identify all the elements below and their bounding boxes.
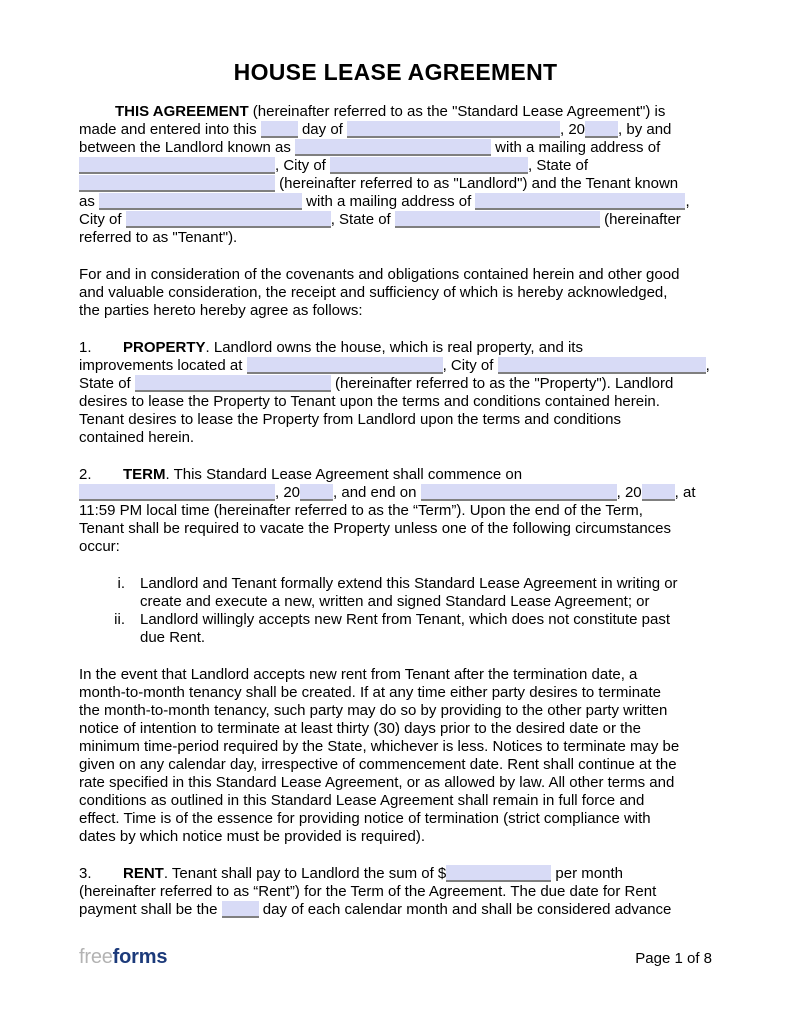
text-line	[79, 810, 712, 828]
text-run: In the event that Landlord accepts new rent from Tenant after the termination date, a	[79, 666, 638, 683]
text-line	[79, 611, 712, 629]
text-run: , at	[674, 484, 696, 501]
text-run: month-to-month tenancy shall be created. If at any time either party desires to terminate	[79, 684, 661, 701]
form-blank-field[interactable]	[330, 157, 528, 174]
text-run: , City of	[275, 157, 331, 174]
text-run: 11:59 PM local time (hereinafter referred to as the “Term”). Upon the end of the Term,	[79, 502, 643, 519]
form-blank-field[interactable]	[295, 139, 491, 156]
document-title: HOUSE LEASE AGREEMENT	[233, 59, 558, 85]
text-run: . Tenant shall pay to Landlord the sum of $	[163, 865, 447, 882]
logo-forms-text: forms	[112, 946, 168, 968]
text-line	[79, 738, 712, 756]
form-blank-field[interactable]	[222, 901, 259, 918]
text-line	[79, 575, 712, 593]
text-run: made and entered into this	[79, 121, 261, 138]
text-run: , State of	[528, 157, 589, 174]
text-line	[79, 774, 712, 792]
text-run: , 20	[560, 121, 586, 138]
text-line	[79, 828, 712, 846]
term-circumstances-list	[79, 575, 712, 647]
text-line	[79, 175, 712, 193]
text-run: . Landlord owns the house, which is real property, and its	[205, 339, 583, 356]
form-blank-field[interactable]	[300, 484, 333, 501]
text-run: occur:	[79, 538, 120, 555]
text-line	[79, 211, 712, 229]
text-run: effect. Time is of the essence for providing notice of termination (strict compliance with	[79, 810, 651, 827]
text-line	[79, 484, 712, 502]
text-run: , State of	[330, 211, 395, 228]
text-line	[79, 901, 712, 919]
text-line	[79, 756, 712, 774]
section-1-property	[79, 339, 712, 447]
text-line	[79, 429, 712, 447]
logo-free-text: free	[79, 946, 113, 968]
text-run: conditions as outlined in this Standard Lease Agreement shall remain in full force and	[79, 792, 645, 809]
bold-text-run: TERM	[123, 466, 166, 483]
text-run: , 20	[616, 484, 642, 501]
text-run: day of	[297, 121, 347, 138]
text-run: between the Landlord known as	[79, 139, 295, 156]
text-run: (hereinafter referred to as the "Property"). Landlord	[330, 375, 674, 392]
text-line	[79, 666, 712, 684]
bold-text-run: THIS AGREEMENT	[115, 103, 249, 120]
text-run: referred to as "Tenant").	[79, 229, 238, 246]
text-run: contained herein.	[79, 429, 195, 446]
text-run: Landlord and Tenant formally extend this Standard Lease Agreement in writing or	[140, 575, 678, 592]
intro-paragraph	[79, 103, 712, 247]
section-number: 2.	[79, 466, 92, 483]
text-run: given on any calendar day, irrespective of commencement date. Rent shall continue at the	[79, 756, 677, 773]
text-run: rate specified in this Standard Lease Agreement, or as allowed by law. All other terms and	[79, 774, 675, 791]
form-blank-field[interactable]	[421, 484, 617, 501]
text-line	[79, 284, 712, 302]
form-blank-field[interactable]	[79, 484, 275, 501]
text-run: the month-to-month tenancy, such party may do so by providing to the other party written	[79, 702, 668, 719]
text-run: ,	[705, 357, 710, 374]
form-blank-field[interactable]	[247, 357, 443, 374]
form-blank-field[interactable]	[135, 375, 331, 392]
text-line	[79, 466, 712, 484]
text-line	[79, 121, 712, 139]
text-run: , 20	[275, 484, 301, 501]
form-blank-field[interactable]	[79, 157, 275, 174]
list-marker: ii.	[114, 611, 125, 628]
text-run: (hereinafter	[599, 211, 681, 228]
form-blank-field[interactable]	[498, 357, 706, 374]
form-blank-field[interactable]	[446, 865, 551, 882]
text-run: (hereinafter referred to as the "Standard Lease Agreement") is	[248, 103, 666, 120]
text-line	[79, 139, 712, 157]
consideration-paragraph	[79, 266, 712, 320]
text-line	[79, 103, 712, 121]
text-run: with a mailing address of	[302, 193, 476, 210]
freeforms-logo[interactable]	[79, 946, 167, 969]
text-line	[79, 883, 712, 901]
text-run: , and end on	[333, 484, 421, 501]
text-run: payment shall be the	[79, 901, 222, 918]
text-run: desires to lease the Property to Tenant upon the terms and conditions contained herein.	[79, 393, 660, 410]
text-line	[79, 792, 712, 810]
text-run: minimum time-period required by the State, whichever is less. Notices to terminate may be	[79, 738, 680, 755]
text-run: improvements located at	[79, 357, 247, 374]
text-run: due Rent.	[140, 629, 206, 646]
text-line	[79, 339, 712, 357]
text-run: the parties hereto hereby agree as follows:	[79, 302, 363, 319]
list-marker: i.	[117, 575, 125, 592]
text-run: notice of intention to terminate at least thirty (30) days prior to the desired date or the	[79, 720, 641, 737]
text-line	[79, 193, 712, 211]
text-run: For and in consideration of the covenants and obligations contained herein and other good	[79, 266, 680, 283]
text-run: (hereinafter referred to as "Landlord") and the Tenant known	[275, 175, 679, 192]
page-footer	[79, 946, 712, 969]
text-run: (hereinafter referred to as “Rent”) for the Term of the Agreement. The due date for Rent	[79, 883, 657, 900]
section-number: 1.	[79, 339, 92, 356]
text-run: Tenant desires to lease the Property from Landlord upon the terms and conditions	[79, 411, 621, 428]
text-line	[79, 629, 712, 647]
text-line	[79, 702, 712, 720]
indent-spacer	[79, 115, 115, 116]
text-run: per month	[551, 865, 623, 882]
text-run: Tenant shall be required to vacate the Property unless one of the following circumstances	[79, 520, 672, 537]
form-blank-field[interactable]	[585, 121, 618, 138]
form-blank-field[interactable]	[395, 211, 600, 228]
text-line	[79, 502, 712, 520]
text-line	[79, 520, 712, 538]
text-run: as	[79, 193, 100, 210]
text-run: Landlord willingly accepts new Rent from Tenant, which does not constitute past	[140, 611, 671, 628]
text-line	[79, 684, 712, 702]
text-line	[79, 393, 712, 411]
document-body	[79, 103, 712, 919]
text-line	[79, 720, 712, 738]
text-line	[79, 538, 712, 556]
form-blank-field[interactable]	[261, 121, 298, 138]
form-blank-field[interactable]	[99, 193, 302, 210]
text-line	[79, 411, 712, 429]
text-run: City of	[79, 211, 126, 228]
text-run: create and execute a new, written and signed Standard Lease Agreement; or	[140, 593, 650, 610]
text-run: dates by which notice must be provided is required).	[79, 828, 426, 845]
text-line	[79, 375, 712, 393]
page-number: Page 1 of 8	[635, 950, 712, 967]
text-run: . This Standard Lease Agreement shall commence on	[165, 466, 523, 483]
text-line	[79, 593, 712, 611]
form-blank-field[interactable]	[475, 193, 685, 210]
bold-text-run: RENT	[123, 865, 164, 882]
text-line	[79, 266, 712, 284]
form-blank-field[interactable]	[126, 211, 331, 228]
form-blank-field[interactable]	[642, 484, 675, 501]
text-line	[79, 357, 712, 375]
section-2-term	[79, 466, 712, 556]
text-run: ,	[685, 193, 690, 210]
form-blank-field[interactable]	[79, 175, 275, 192]
text-line	[79, 229, 712, 247]
section-3-rent	[79, 865, 712, 919]
text-run: , City of	[442, 357, 498, 374]
bold-text-run: PROPERTY	[123, 339, 206, 356]
text-line	[79, 157, 712, 175]
text-line	[79, 302, 712, 320]
form-blank-field[interactable]	[347, 121, 560, 138]
text-run: with a mailing address of	[490, 139, 661, 156]
text-run: , by and	[618, 121, 672, 138]
section-number: 3.	[79, 865, 92, 882]
month-to-month-paragraph	[79, 666, 712, 846]
text-line	[79, 865, 712, 883]
text-run: day of each calendar month and shall be considered advance	[258, 901, 672, 918]
text-run: State of	[79, 375, 135, 392]
text-run: and valuable consideration, the receipt and sufficiency of which is hereby acknowledged,	[79, 284, 668, 301]
